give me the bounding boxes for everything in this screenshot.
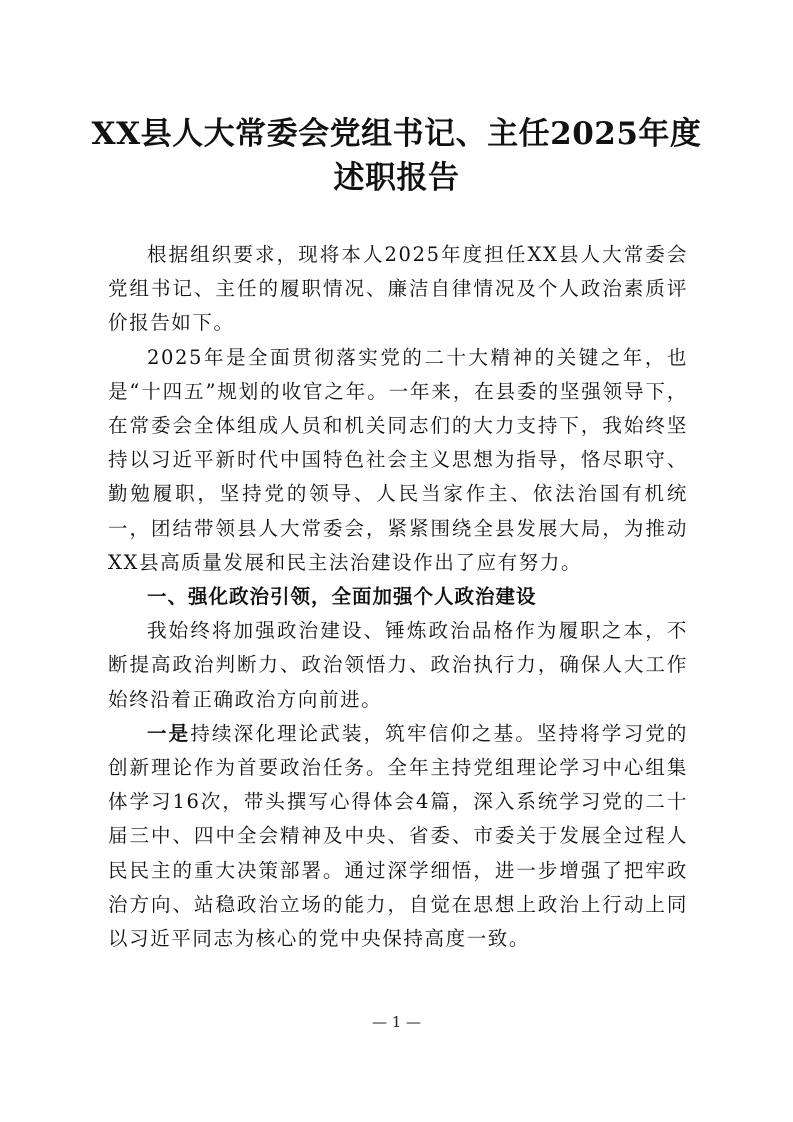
- page-number: — 1 —: [371, 1013, 422, 1031]
- item-text: 持续深化理论武装，筑牢信仰之基。坚持将学习党的创新理论作为首要政治任务。全年主持党组理论学习中心组集体学习16次，带头撰写心得体会4篇，深入系统学习党的二十届三中、四中全会精神及中央、省委、市委关于发展全过程人民民主的重大决策部署。通过深学细悟，进一步增强了把牢政治方向、站稳政治立场的能力，自觉在思想上政治上行动上同以习近平同志为核心的党中央保持高度一致。: [108, 721, 688, 951]
- item-lead: 一是: [147, 721, 191, 745]
- section-intro-paragraph: 我始终将加强政治建设、锤炼政治品格作为履职之本，不断提高政治判断力、政治领悟力、政治执行力，确保人大工作始终沿着正确政治方向前进。: [108, 619, 688, 711]
- intro-paragraph: 根据组织要求，现将本人2025年度担任XX县人大常委会党组书记、主任的履职情况、廉洁自律情况及个人政治素质评价报告如下。: [108, 243, 688, 335]
- section-heading: 一、强化政治引领，全面加强个人政治建设: [147, 585, 537, 609]
- context-paragraph: 2025年是全面贯彻落实党的二十大精神的关键之年，也是“十四五”规划的收官之年。一年来，在县委的坚强领导下，在常委会全体组成人员和机关同志们的大力支持下，我始终坚持以习近平新时代中国特色社会主义思想为指导，恪尽职守、勤勉履职，坚持党的领导、人民当家作主、依法治国有机统一，团结带领县人大常委会，紧紧围绕全县发展大局，为推动XX县高质量发展和民主法治建设作出了应有努力。: [108, 345, 688, 574]
- document-body: [108, 238, 688, 956]
- document-title: XX县人大常委会党组书记、主任2025年度述职报告: [91, 116, 702, 196]
- item-paragraph: [108, 717, 688, 956]
